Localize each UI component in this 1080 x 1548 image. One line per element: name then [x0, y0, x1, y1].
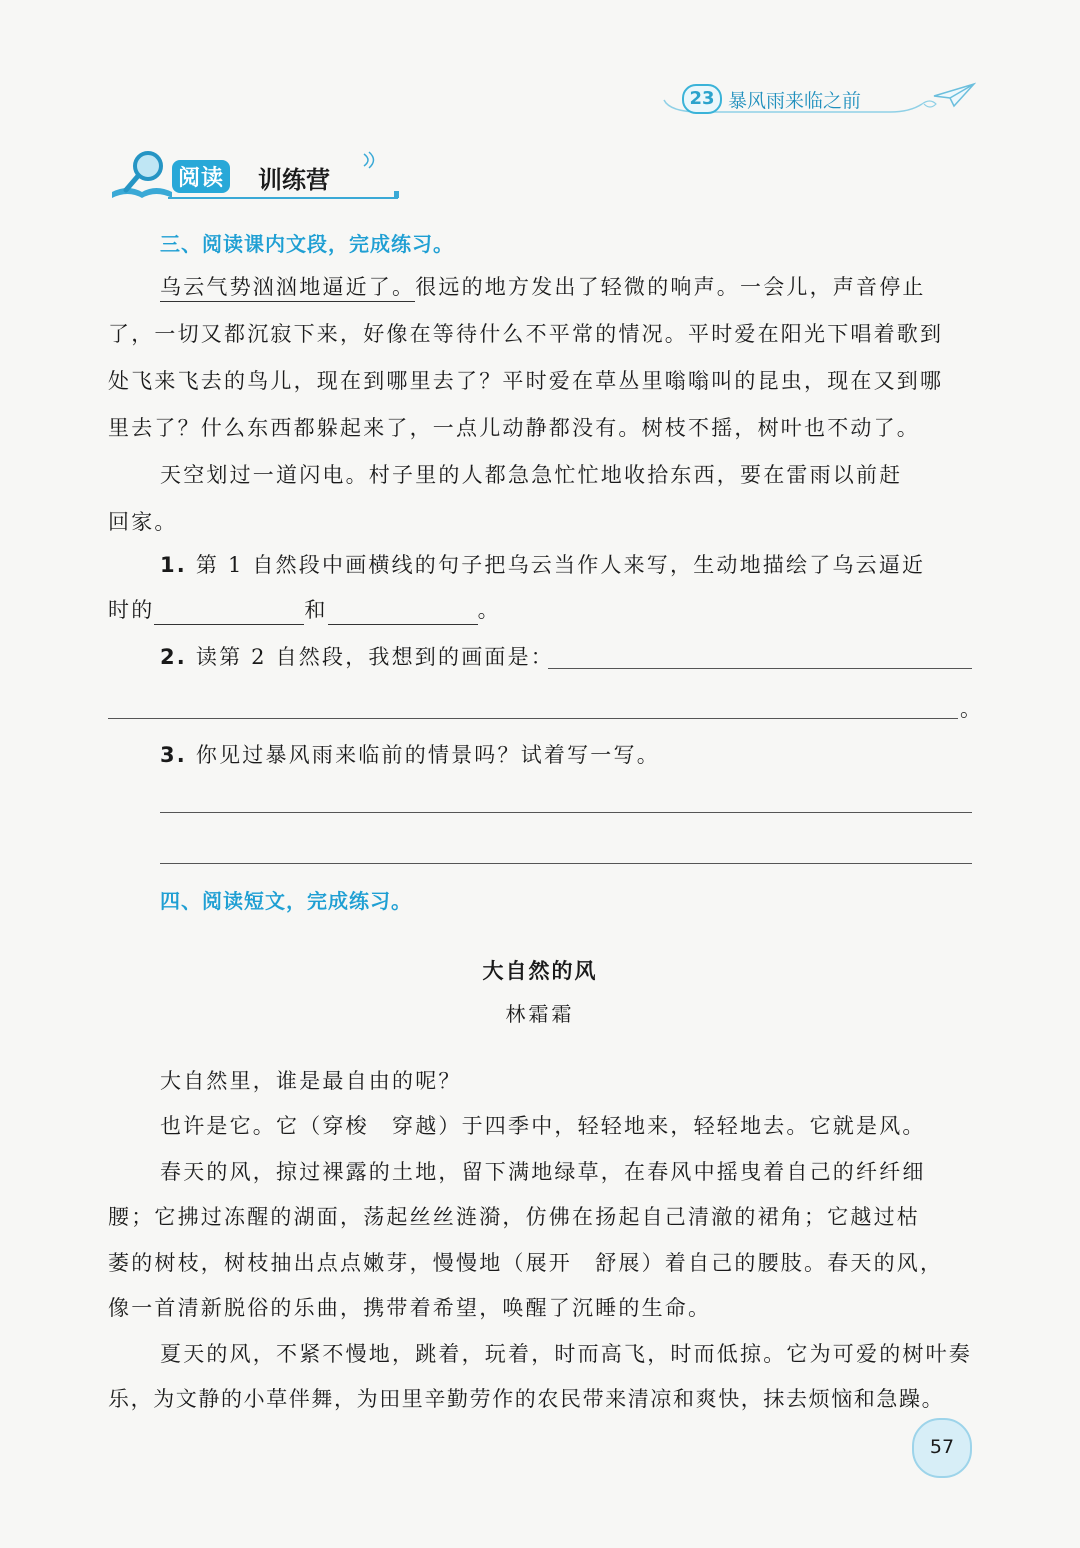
question-2 — [160, 642, 554, 672]
section-badge — [108, 146, 408, 206]
paper-plane-icon — [932, 82, 976, 108]
passage-line: 夏天的风，不紧不慢地，跳着，玩着，时而高飞，时而低掠。它为可爱的树叶奏 — [160, 1342, 972, 1366]
passage-author: 林霜霜 — [505, 1002, 575, 1026]
passage-line: 萎的树枝，树枝抽出点点嫩芽，慢慢地（展开 舒展）着自己的腰肢。春天的风， — [108, 1251, 944, 1275]
lesson-title: 暴风雨来临之前 — [728, 90, 862, 112]
passage-line: 里去了？什么东西都躲起来了，一点儿动静都没有。树枝不摇，树叶也不动了。 — [108, 416, 920, 440]
question-number: 3. — [160, 743, 187, 767]
question-text: 。 — [477, 598, 501, 622]
lesson-header — [660, 78, 980, 118]
sound-waves-icon — [360, 150, 380, 170]
question-text: 你见过暴风雨来临前的情景吗？试着写一写。 — [195, 743, 660, 767]
section4-heading: 四、阅读短文，完成练习。 — [160, 889, 412, 913]
answer-blank[interactable] — [328, 602, 478, 625]
answer-blank[interactable] — [154, 602, 304, 625]
badge-underline — [108, 186, 408, 206]
passage-line: 腰；它拂过冻醒的湖面，荡起丝丝涟漪，仿佛在扬起自己清澈的裙角；它越过枯 — [108, 1205, 920, 1229]
passage-line: 像一首清新脱俗的乐曲，携带着希望，唤醒了沉睡的生命。 — [108, 1296, 712, 1320]
passage-line: 乐，为文静的小草伴舞，为田里辛勤劳作的农民带来清凉和爽快，抹去烦恼和急躁。 — [108, 1387, 945, 1411]
question-3 — [160, 740, 660, 770]
passage-line: 春天的风，掠过裸露的土地，留下满地绿草，在春风中摇曳着自己的纤纤细 — [160, 1160, 926, 1184]
question-number: 2. — [160, 645, 187, 669]
passage-title: 大自然的风 — [482, 959, 598, 983]
badge-label: 训练营 — [258, 166, 330, 194]
section3-heading: 三、阅读课内文段，完成练习。 — [160, 232, 454, 256]
question-text: 读第 2 自然段，我想到的画面是： — [195, 645, 555, 669]
passage-text: 很远的地方发出了轻微的响声。一会儿，声音停止 — [415, 275, 926, 299]
passage-line: 大自然里，谁是最自由的呢？ — [160, 1069, 462, 1093]
answer-line[interactable] — [160, 863, 972, 864]
passage-line: 处飞来飞去的鸟儿，现在到哪里去了？平时爱在草丛里嗡嗡叫的昆虫，现在又到哪 — [108, 369, 944, 393]
question-text: 第 1 自然段中画横线的句子把乌云当作人来写，生动地描绘了乌云逼近 — [195, 553, 926, 577]
passage-line: 回家。 — [108, 510, 178, 534]
badge-highlight: 阅读 — [172, 160, 230, 193]
answer-line[interactable] — [108, 718, 958, 719]
answer-line[interactable] — [548, 668, 972, 669]
lesson-number: 23 — [682, 84, 722, 114]
question-text: 和 — [304, 598, 328, 622]
answer-end: 。 — [960, 697, 984, 721]
question-1-answer-line — [108, 595, 501, 625]
passage-line — [160, 272, 926, 302]
question-text: 时的 — [108, 598, 155, 622]
passage-line: 也许是它。它（穿梭 穿越）于四季中，轻轻地来，轻轻地去。它就是风。 — [160, 1114, 926, 1138]
answer-line[interactable] — [160, 812, 972, 813]
question-1 — [160, 550, 925, 580]
passage-line: 了，一切又都沉寂下来，好像在等待什么不平常的情况。平时爱在阳光下唱着歌到 — [108, 322, 944, 346]
page-number: 57 — [912, 1418, 972, 1478]
question-number: 1. — [160, 553, 187, 577]
underlined-sentence: 乌云气势汹汹地逼近了。 — [160, 275, 415, 302]
passage-line: 天空划过一道闪电。村子里的人都急急忙忙地收拾东西，要在雷雨以前赶 — [160, 463, 903, 487]
